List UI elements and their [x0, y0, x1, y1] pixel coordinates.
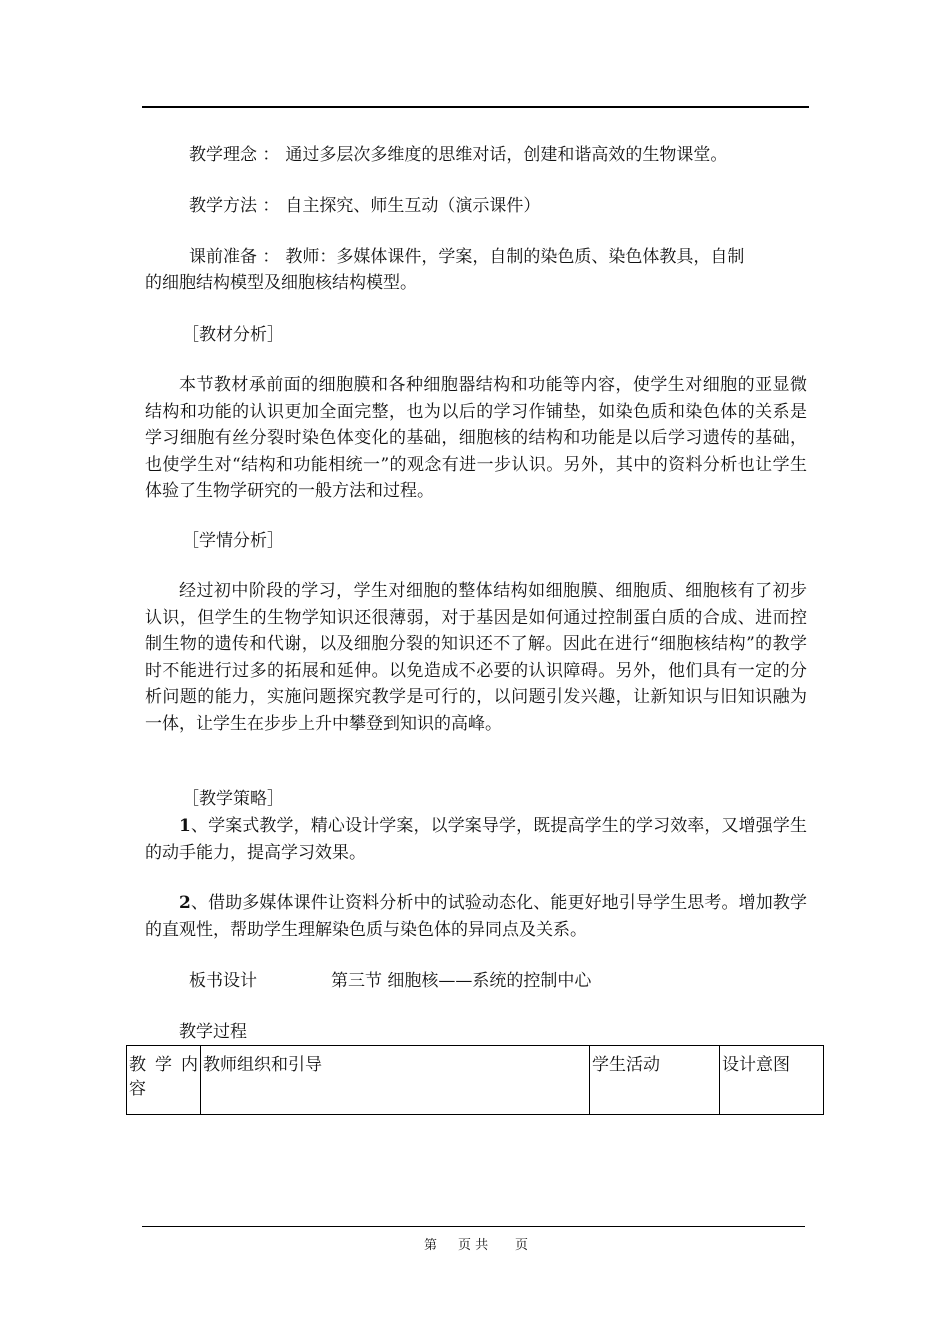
board-design-title: 第三节 细胞核——系统的控制中心: [331, 971, 592, 991]
footer-page-total: 页 共: [458, 1238, 489, 1253]
footer-di: 第: [424, 1238, 438, 1253]
footer-ye: 页: [515, 1238, 529, 1253]
preparation-text-1: 教师：多媒体课件，学案，自制的染色质、染色体教具，自制: [285, 247, 745, 267]
teaching-concept-text: 通过多层次多维度的思维对话，创建和谐高效的生物课堂。: [285, 145, 728, 165]
header-rule: [142, 106, 809, 108]
student-analysis-heading: ［学情分析］: [182, 531, 284, 551]
col-student-activity: 学生活动: [590, 1046, 720, 1115]
strategy-item-1: [145, 813, 807, 866]
strategy-item-1-number: 1: [179, 816, 191, 836]
preparation-line-2: 的细胞结构模型及细胞核结构模型。: [145, 273, 417, 293]
footer-rule: [142, 1226, 805, 1227]
process-table: [126, 1045, 824, 1115]
textbook-analysis-body: 本节教材承前面的细胞膜和各种细胞器结构和功能等内容，使学生对细胞的亚显微结构和功能的认识更加全面完整，也为以后的学习作铺垫，如染色质和染色体的关系是学习细胞有丝分裂时染色体变化的基础，细胞核的结构和功能是以后学习遗传的基础，也使学生对“结构和功能相统一”的观念有进一步认识。另外，其中的资料分析也让学生体验了生物学研究的一般方法和过程。: [145, 375, 807, 501]
process-heading: 教学过程: [179, 1022, 247, 1042]
preparation-label: 课前准备 ：: [189, 247, 280, 267]
strategy-item-2-text: 、借助多媒体课件让资料分析中的试验动态化、能更好地引导学生思考。增加教学的直观性，帮助学生理解染色质与染色体的异同点及关系。: [145, 893, 807, 940]
strategy-item-2-number: 2: [179, 893, 191, 913]
teaching-method-label: 教学方法 ：: [189, 196, 280, 216]
col-content: 教 学 内容: [127, 1046, 201, 1115]
student-analysis-body: 经过初中阶段的学习，学生对细胞的整体结构如细胞膜、细胞质、细胞核有了初步认识，但学生的生物学知识还很薄弱，对于基因是如何通过控制蛋白质的合成、进而控制生物的遗传和代谢，以及细胞分裂的知识还不了解。因此在进行“细胞核结构”的教学时不能进行过多的拓展和延伸。以免造成不必要的认识障碍。另外，他们具有一定的分析问题的能力，实施问题探究教学是可行的，以问题引发兴趣，让新知识与旧知识融为一体，让学生在步步上升中攀登到知识的高峰。: [145, 581, 807, 734]
preparation-line-1: [189, 244, 744, 270]
textbook-analysis-heading: ［教材分析］: [182, 325, 284, 345]
strategy-heading: ［教学策略］: [182, 789, 284, 809]
board-design-label: 板书设计: [189, 971, 257, 991]
teaching-concept: [189, 142, 727, 168]
teaching-method: [189, 193, 540, 219]
col-design-intent: 设计意图: [720, 1046, 824, 1115]
col-teacher-guidance: 教师组织和引导: [201, 1046, 590, 1115]
strategy-item-1-text: 、学案式教学，精心设计学案，以学案导学，既提高学生的学习效率，又增强学生的动手能力，提高学习效果。: [145, 816, 807, 863]
teaching-concept-label: 教学理念 ：: [189, 145, 280, 165]
table-header-row: [127, 1046, 824, 1115]
teaching-method-text: 自主探究、师生互动（演示课件）: [285, 196, 541, 216]
strategy-item-2: [145, 890, 807, 943]
